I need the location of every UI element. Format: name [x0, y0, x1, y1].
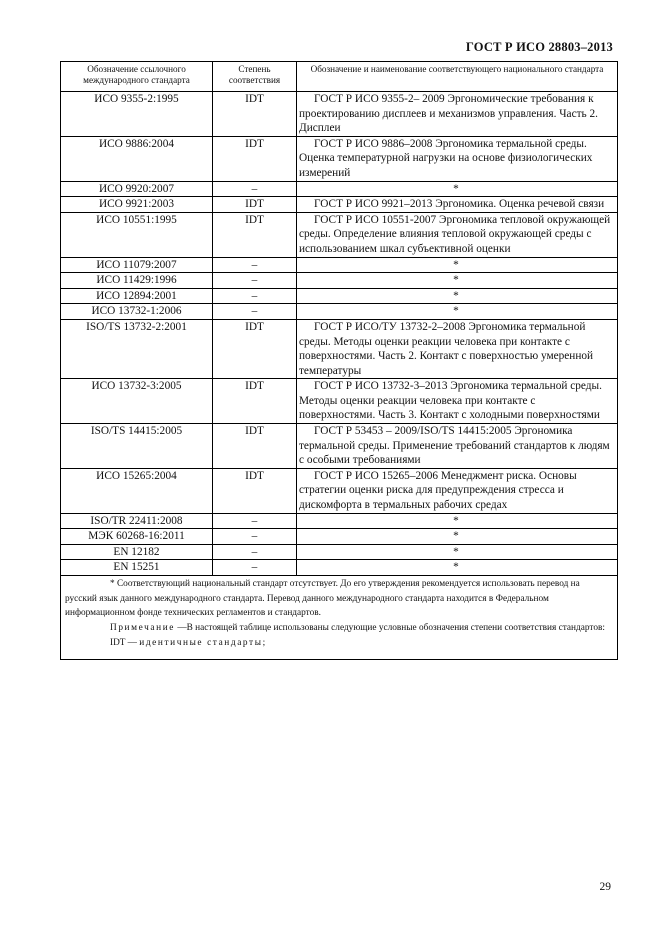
- intl-standard-cell: ИСО 9921:2003: [61, 197, 213, 213]
- national-standard-text: ГОСТ Р 53453 – 2009/ISO/TS 14415:2005 Эргономика термальной среды. Применение требований стандартов к людям с особыми требованиями: [299, 425, 610, 467]
- intl-standard-cell: EN 15251: [61, 560, 213, 576]
- national-standard-text: ГОСТ Р ИСО/ТУ 13732-2–2008 Эргономика термальной среды. Методы оценки реакции человека при контакте с поверхностями. Часть 2. Контакт с поверхностью умеренной температуры: [299, 320, 594, 377]
- column-header-national: Обозначение и наименование соответствующего национального стандарта: [297, 62, 618, 92]
- intl-standard-cell: ISO/TR 22411:2008: [61, 513, 213, 529]
- national-standard-text: ГОСТ Р ИСО 10551-2007 Эргономика тепловой окружающей среды. Определение влияния тепловой окружающей среды с использованием шкал субъективной оценки: [299, 213, 611, 255]
- page-number: 29: [599, 881, 611, 893]
- national-standard-cell: [297, 92, 618, 137]
- table-row: [61, 288, 618, 304]
- table-row: [61, 212, 618, 257]
- intl-standard-cell: ИСО 12894:2001: [61, 288, 213, 304]
- degree-cell: –: [213, 560, 297, 576]
- table-row: [61, 197, 618, 213]
- national-standard-cell: [297, 212, 618, 257]
- table-row: [61, 468, 618, 513]
- intl-standard-cell: ИСО 9355-2:1995: [61, 92, 213, 137]
- footnote-absent-standard: * Соответствующий национальный стандарт отсутствует. До его утверждения рекомендуется использовать перевод на русский язык данного международного стандарта. Перевод данного международного стандарта находится в Федеральном информационном фонде технических регламентов и стандартов.: [65, 579, 580, 619]
- national-standard-text: ГОСТ Р ИСО 9921–2013 Эргономика. Оценка речевой связи: [314, 198, 605, 211]
- national-standard-cell: [297, 197, 618, 213]
- degree-cell: IDT: [213, 468, 297, 513]
- national-standard-cell: *: [297, 181, 618, 197]
- national-standard-cell: *: [297, 560, 618, 576]
- footnote-note: [65, 621, 613, 636]
- table-row: [61, 136, 618, 181]
- degree-cell: IDT: [213, 424, 297, 469]
- table-header-row: [61, 62, 618, 92]
- footnote-idt-definition: IDT — идентичные стандарты;: [110, 637, 267, 648]
- national-standard-cell: [297, 424, 618, 469]
- table-row: [61, 379, 618, 424]
- footnote-row: [61, 576, 618, 660]
- intl-standard-cell: ИСО 10551:1995: [61, 212, 213, 257]
- national-standard-cell: *: [297, 257, 618, 273]
- degree-cell: –: [213, 304, 297, 320]
- table-row: [61, 513, 618, 529]
- column-header-intl: Обозначение ссылочного международного стандарта: [61, 62, 213, 92]
- intl-standard-cell: ИСО 9886:2004: [61, 136, 213, 181]
- table-row: [61, 181, 618, 197]
- intl-standard-cell: ИСО 13732-1:2006: [61, 304, 213, 320]
- note-label: Примечание: [110, 623, 175, 634]
- degree-cell: IDT: [213, 212, 297, 257]
- intl-standard-cell: ИСО 11429:1996: [61, 273, 213, 289]
- table-row: [61, 544, 618, 560]
- intl-standard-cell: ИСО 13732-3:2005: [61, 379, 213, 424]
- national-standard-cell: [297, 468, 618, 513]
- national-standard-text: ГОСТ Р ИСО 13732-3–2013 Эргономика термальной среды. Методы оценки реакции человека при контакте с поверхностями. Часть 3. Контакт с холодными поверхностями: [299, 380, 602, 422]
- national-standard-text: ГОСТ Р ИСО 9886–2008 Эргономика термальной среды. Оценка температурной нагрузки на основе физиологических измерений: [299, 137, 593, 179]
- national-standard-cell: *: [297, 288, 618, 304]
- degree-cell: IDT: [213, 136, 297, 181]
- intl-standard-cell: EN 12182: [61, 544, 213, 560]
- national-standard-cell: [297, 319, 618, 378]
- national-standard-cell: *: [297, 304, 618, 320]
- column-header-degree: Степень соответствия: [213, 62, 297, 92]
- table-row: [61, 529, 618, 545]
- degree-cell: –: [213, 181, 297, 197]
- idt-code: IDT: [110, 637, 126, 648]
- degree-cell: –: [213, 529, 297, 545]
- table-row: [61, 92, 618, 137]
- table-row: [61, 560, 618, 576]
- national-standard-cell: *: [297, 544, 618, 560]
- intl-standard-cell: ISO/TS 13732-2:2001: [61, 319, 213, 378]
- national-standard-cell: [297, 379, 618, 424]
- table-row: [61, 257, 618, 273]
- intl-standard-cell: ISO/TS 14415:2005: [61, 424, 213, 469]
- table-row: [61, 273, 618, 289]
- degree-cell: –: [213, 288, 297, 304]
- national-standard-cell: *: [297, 513, 618, 529]
- degree-cell: IDT: [213, 319, 297, 378]
- standards-correspondence-table: [60, 61, 618, 660]
- degree-cell: –: [213, 273, 297, 289]
- table-row: [61, 319, 618, 378]
- national-standard-text: ГОСТ Р ИСО 15265–2006 Менеджмент риска. Основы стратегии оценки риска для предупреждения стресса и дискомфорта в термальных рабочих средах: [299, 469, 577, 512]
- intl-standard-cell: МЭК 60268-16:2011: [61, 529, 213, 545]
- national-standard-cell: *: [297, 529, 618, 545]
- degree-cell: –: [213, 544, 297, 560]
- footnote-cell: [61, 576, 618, 660]
- document-code: ГОСТ Р ИСО 28803–2013: [465, 40, 613, 54]
- intl-standard-cell: ИСО 11079:2007: [61, 257, 213, 273]
- national-standard-cell: *: [297, 273, 618, 289]
- idt-text: идентичные стандарты;: [139, 637, 267, 648]
- intl-standard-cell: ИСО 9920:2007: [61, 181, 213, 197]
- intl-standard-cell: ИСО 15265:2004: [61, 468, 213, 513]
- table-row: [61, 424, 618, 469]
- table-row: [61, 304, 618, 320]
- national-standard-text: ГОСТ Р ИСО 9355-2– 2009 Эргономические требования к проектированию дисплеев и механизмов управления. Часть 2. Дисплеи: [299, 93, 598, 135]
- degree-cell: –: [213, 513, 297, 529]
- degree-cell: IDT: [213, 379, 297, 424]
- note-text: —В настоящей таблице использованы следующие условные обозначения степени соответствия стандартов:: [175, 623, 605, 634]
- degree-cell: IDT: [213, 92, 297, 137]
- degree-cell: –: [213, 257, 297, 273]
- national-standard-cell: [297, 136, 618, 181]
- degree-cell: IDT: [213, 197, 297, 213]
